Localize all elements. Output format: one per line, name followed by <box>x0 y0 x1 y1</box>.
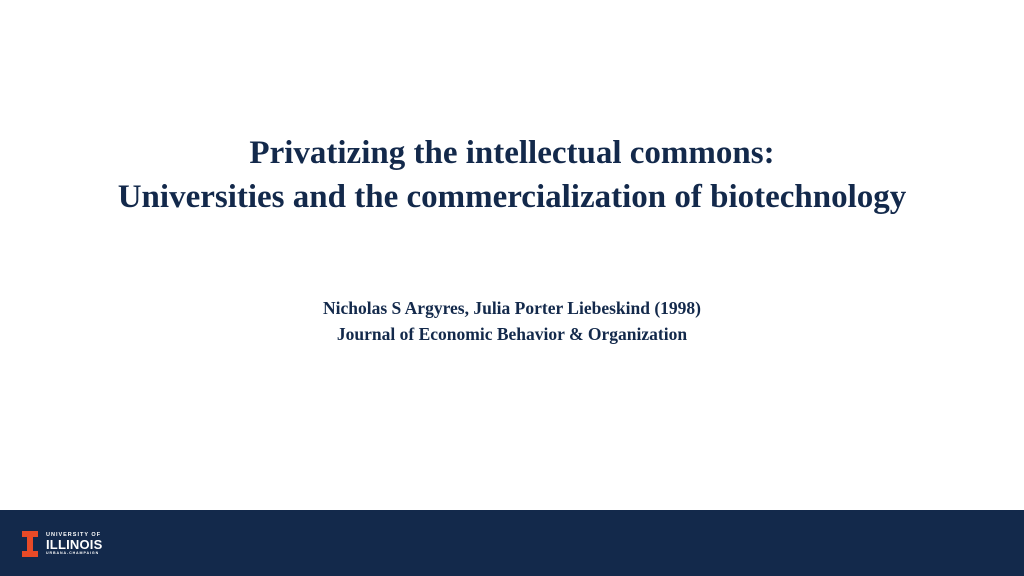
logo-main-text: ILLINOIS <box>46 537 103 552</box>
title-line-1: Privatizing the intellectual commons: <box>249 135 775 171</box>
logo-wordmark <box>46 532 103 556</box>
journal-name: Journal of Economic Behavior & Organization <box>336 324 688 344</box>
logo-bottom-text: URBANA-CHAMPAIGN <box>46 551 100 555</box>
university-logo <box>22 530 103 558</box>
footer-bar <box>0 510 1024 576</box>
title-line-2: Universities and the commercialization of biotechnology <box>117 179 907 215</box>
citation <box>0 295 1024 347</box>
authors-year: Nicholas S Argyres, Julia Porter Liebeskind (1998) <box>322 298 702 318</box>
slide-title <box>0 131 1024 219</box>
logo-top-text: UNIVERSITY OF <box>46 532 102 538</box>
block-i-icon <box>22 531 38 557</box>
